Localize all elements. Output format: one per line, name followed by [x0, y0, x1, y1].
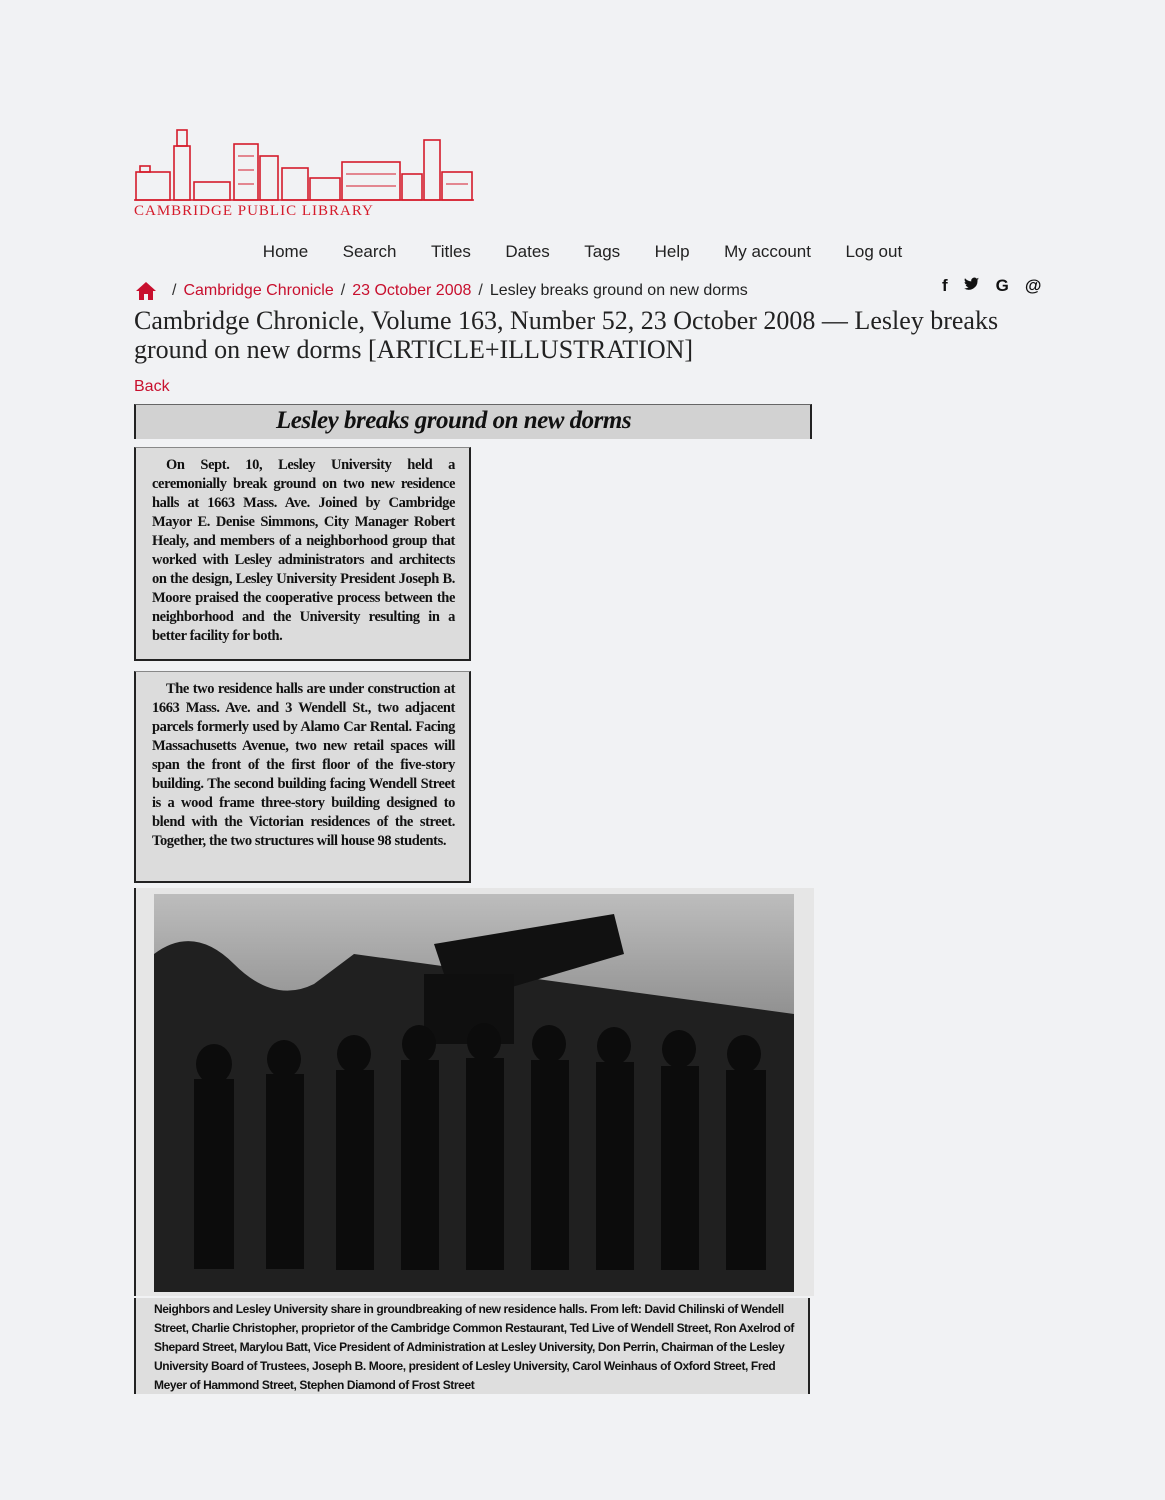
- photo-caption: Neighbors and Lesley University share in groundbreaking of new residence halls. From left: David Chilinski of Wendell Street, Charlie Christopher, proprietor of the Cambridge Common Restaurant, Ted Live of Wendell Street, Ron Axelrod of Shepard Street, Marylou Batt, Vice President of Administration at Lesley University, Don Perrin, Chairman of the Lesley University Board of Trustees, Joseph B. Moore, president of Lesley University, Carol Weinhaus of Oxford Street, Fred Meyer of Hammond Street, Stephen Diamond of Frost Street: [134, 1298, 810, 1394]
- nav-my-account[interactable]: My account: [724, 242, 811, 261]
- social-share: [942, 276, 1041, 296]
- library-logo[interactable]: [134, 126, 474, 220]
- paragraph-1-text: On Sept. 10, Lesley University held a ceremonially break ground on two new residence halls at 1663 Mass. Ave. Joined by Cambridge Mayor E. Denise Simmons, City Manager Robert Healy, and members of a neighborhood group that worked with Lesley administrators and architects on the design, Lesley University President Joseph B. Moore praised the cooperative process between the neighborhood and the University resulting in a better facility for both.: [152, 457, 455, 644]
- email-icon[interactable]: @: [1024, 276, 1042, 295]
- nav-home[interactable]: Home: [262, 242, 309, 261]
- paragraph-2-text: The two residence halls are under construction at 1663 Mass. Ave. and 3 Wendell St., two adjacent parcels formerly used by Alamo Car Rental. Facing Massachusetts Avenue, two new retail spaces will span the front of the first floor of the five-story building. The second building facing Wendell Street is a wood frame three-story building designed to blend with the Victorian residences of the street. Together, the two structures will house 98 students.: [152, 681, 455, 849]
- home-icon[interactable]: [135, 281, 157, 301]
- nav-titles[interactable]: Titles: [430, 242, 471, 261]
- nav-search[interactable]: Search: [342, 242, 397, 261]
- facebook-icon[interactable]: f: [942, 276, 948, 295]
- breadcrumb-date[interactable]: 23 October 2008: [352, 282, 472, 299]
- main-nav: [0, 242, 1165, 262]
- article-photo: [134, 888, 814, 1296]
- nav-dates[interactable]: Dates: [505, 242, 550, 261]
- nav-help[interactable]: Help: [654, 242, 690, 261]
- breadcrumb-publication[interactable]: Cambridge Chronicle: [183, 282, 334, 299]
- back-link[interactable]: Back: [134, 378, 170, 395]
- nav-log-out[interactable]: Log out: [845, 242, 903, 261]
- logo-text: CAMBRIDGE PUBLIC LIBRARY: [134, 203, 374, 219]
- breadcrumb-separator: /: [172, 282, 177, 299]
- breadcrumb-current: Lesley breaks ground on new dorms: [489, 282, 748, 299]
- breadcrumb-separator: /: [340, 282, 346, 299]
- article-paragraph-1: [134, 447, 471, 661]
- groundbreaking-photo: [154, 894, 794, 1292]
- page-title: Cambridge Chronicle, Volume 163, Number 52, 23 October 2008 — Lesley breaks ground on new dorms [ARTICLE+ILLUSTRATION]: [134, 306, 999, 364]
- breadcrumb-separator: /: [478, 282, 483, 299]
- twitter-icon[interactable]: [964, 276, 980, 296]
- headline-text: Lesley breaks ground on new dorms: [276, 407, 632, 434]
- nav-tags[interactable]: Tags: [584, 242, 621, 261]
- article-paragraph-2: [134, 671, 471, 883]
- article-headline: [134, 404, 812, 439]
- google-icon[interactable]: G: [995, 276, 1009, 295]
- breadcrumb: [135, 281, 748, 301]
- library-skyline-icon: [134, 126, 474, 202]
